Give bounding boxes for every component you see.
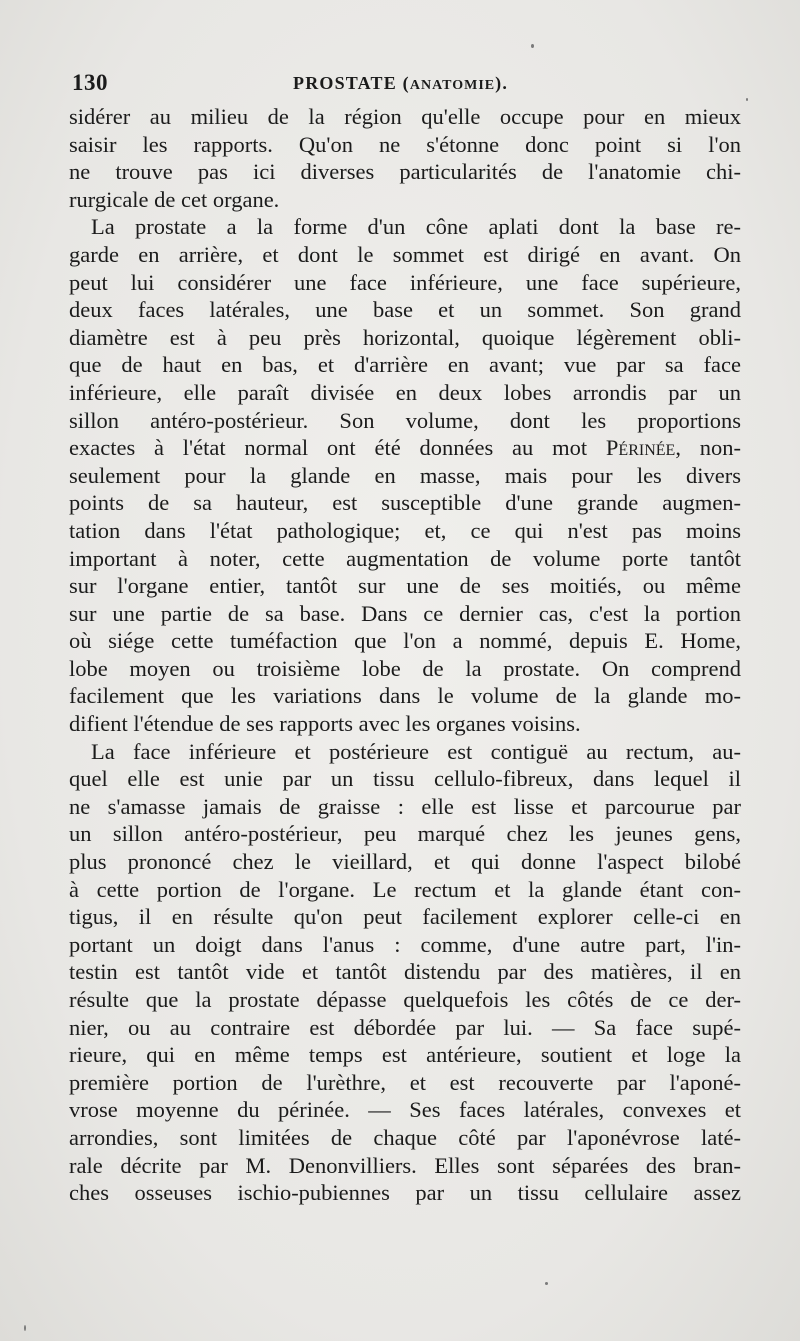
text-line: rurgicale de cet organe. — [69, 186, 280, 212]
text-segment: , non- — [675, 435, 741, 461]
text-line: facilement que les variations dans le volume de la glande mo- — [69, 683, 741, 709]
text-line: ches osseuses ischio-pubiennes par un tissu cellulaire assez — [69, 1180, 741, 1206]
body-text — [69, 103, 741, 1207]
text-line: vrose moyenne du périnée. — Ses faces latérales, convexes et — [69, 1097, 741, 1123]
cross-reference-perinee: Périnée — [605, 435, 676, 461]
page-number: 130 — [72, 70, 108, 95]
text-line: important à noter, cette augmentation de volume porte tantôt — [69, 545, 741, 571]
paper-speck — [746, 98, 748, 101]
text-line: sur l'organe entier, tantôt sur une de ses moitiés, ou même — [69, 573, 741, 599]
text-line: testin est tantôt vide et tantôt distendu par des matières, il en — [69, 959, 741, 985]
text-line: rale décrite par M. Denonvilliers. Elles sont séparées des bran- — [69, 1152, 741, 1178]
text-line: que de haut en bas, et d'arrière en avant; vue par sa face — [69, 352, 741, 378]
text-segment: exactes à l'état normal ont été données au mot — [69, 435, 606, 461]
text-line: à cette portion de l'organe. Le rectum et la glande étant con- — [69, 876, 741, 902]
text-line: sidérer au milieu de la région qu'elle occupe pour en mieux — [69, 104, 741, 129]
text-line: deux faces latérales, une base et un sommet. Son grand — [69, 297, 741, 323]
text-line: saisir les rapports. Qu'on ne s'étonne donc point si l'on — [69, 131, 741, 157]
text-line: diamètre est à peu près horizontal, quoique légèrement obli- — [69, 324, 741, 350]
text-line: un sillon antéro-postérieur, peu marqué chez les jeunes gens, — [69, 821, 741, 847]
text-line: résulte que la prostate dépasse quelquefois les côtés de ce der- — [69, 987, 741, 1012]
text-line: seulement pour la glande en masse, mais pour les divers — [69, 462, 741, 488]
text-line: sur une partie de sa base. Dans ce dernier cas, c'est la portion — [69, 600, 741, 626]
paper-speck — [24, 1325, 26, 1331]
text-line: garde en arrière, et dont le sommet est dirigé en avant. On — [69, 241, 741, 267]
paragraph-start-line: La face inférieure et postérieure est contiguë au rectum, au- — [91, 738, 741, 764]
text-line: ne trouve pas ici diverses particularités de l'anatomie chi- — [69, 159, 741, 185]
text-line: où siége cette tuméfaction que l'on a nommé, depuis E. Home, — [69, 628, 741, 654]
text-line: première portion de l'urèthre, et est recouverte par l'aponé- — [69, 1069, 741, 1095]
page-header — [72, 70, 740, 102]
paragraph-start-line: La prostate a la forme d'un cône aplati dont la base re- — [91, 214, 741, 240]
paper-speck — [531, 44, 534, 48]
text-line: points de sa hauteur, est susceptible d'une grande augmen- — [69, 490, 741, 516]
text-line: peut lui considérer une face inférieure, une face supérieure, — [69, 269, 741, 295]
text-line: lobe moyen ou troisième lobe de la prostate. On comprend — [69, 655, 741, 681]
text-line: quel elle est unie par un tissu cellulo-fibreux, dans lequel il — [69, 766, 741, 792]
running-head-main: PROSTATE ( — [293, 73, 410, 93]
text-line: difient l'étendue de ses rapports avec les organes voisins. — [69, 711, 581, 737]
running-head — [293, 73, 508, 94]
text-line — [69, 434, 741, 462]
running-head-close: ). — [495, 73, 509, 93]
running-head-small: ANATOMIE — [409, 78, 496, 93]
text-line: rieure, qui en même temps est antérieure, soutient et loge la — [69, 1042, 741, 1068]
text-line: plus prononcé chez le vieillard, et qui donne l'aspect bilobé — [69, 849, 741, 875]
text-line: ne s'amasse jamais de graisse : elle est lisse et parcourue par — [69, 793, 741, 819]
text-line: tation dans l'état pathologique; et, ce qui n'est pas moins — [69, 517, 741, 543]
paper-speck — [545, 1282, 548, 1285]
text-line: inférieure, elle paraît divisée en deux lobes arrondis par un — [69, 379, 741, 405]
text-line: portant un doigt dans l'anus : comme, d'une autre part, l'in- — [69, 931, 741, 957]
text-line: arrondies, sont limitées de chaque côté par l'aponévrose laté- — [69, 1124, 741, 1150]
text-line: tigus, il en résulte qu'on peut facilement explorer celle-ci en — [69, 904, 741, 930]
text-line: sillon antéro-postérieur. Son volume, dont les proportions — [69, 407, 741, 433]
text-line: nier, ou au contraire est débordée par lui. — Sa face supé- — [69, 1014, 741, 1040]
